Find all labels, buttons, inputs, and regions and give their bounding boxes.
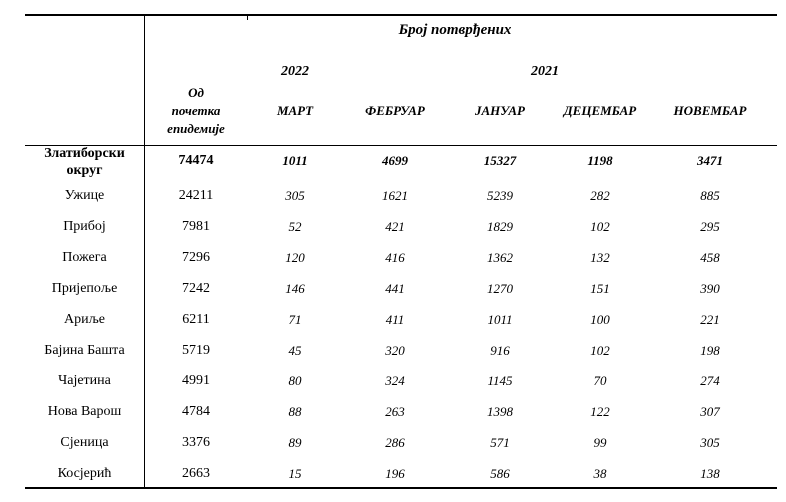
municipality-februar: 1621: [382, 188, 408, 203]
municipality-decembar: 102: [590, 343, 610, 358]
municipality-name: Косјерић: [57, 466, 112, 481]
municipality-januar: 571: [490, 435, 510, 450]
district-decembar: 1198: [587, 153, 613, 168]
municipality-name: Прибој: [63, 219, 106, 234]
district-novembar: 3471: [697, 153, 723, 168]
municipality-decembar: 70: [593, 373, 607, 388]
district-januar: 15327: [483, 153, 517, 168]
municipality-decembar: 122: [590, 404, 610, 419]
month-header-januar: ЈАНУАР: [475, 103, 525, 118]
month-header-februar: ФЕБРУАР: [365, 103, 425, 118]
table-top-rule: [25, 14, 777, 16]
municipality-novembar: 885: [700, 188, 720, 203]
district-total: 74474: [178, 153, 214, 168]
municipality-novembar: 295: [700, 219, 720, 234]
municipality-novembar: 307: [700, 404, 720, 419]
municipality-mart: 146: [285, 281, 305, 296]
municipality-mart: 71: [288, 312, 302, 327]
municipality-februar: 263: [385, 404, 405, 419]
statistics-table: [25, 14, 777, 490]
municipality-februar: 441: [385, 281, 405, 296]
municipality-februar: 421: [385, 219, 405, 234]
municipality-total: 24211: [178, 188, 214, 203]
municipality-mart: 15: [288, 466, 302, 481]
confirmed-cases-heading: Број потврђених: [398, 22, 512, 38]
municipality-total: 7242: [182, 281, 210, 296]
municipality-februar: 411: [385, 312, 405, 327]
municipality-januar: 1829: [487, 219, 513, 234]
municipality-novembar: 390: [700, 281, 720, 296]
municipality-total: 3376: [182, 435, 210, 450]
district-name-line-1: Златиборски: [44, 146, 125, 161]
municipality-januar: 1145: [487, 373, 513, 388]
municipality-name: Пожега: [62, 250, 107, 265]
municipality-decembar: 99: [593, 435, 607, 450]
municipality-total: 2663: [182, 466, 210, 481]
municipality-mart: 80: [288, 373, 302, 388]
municipality-total: 4784: [182, 404, 210, 419]
municipality-decembar: 151: [590, 281, 610, 296]
municipality-name: Пријепоље: [51, 281, 118, 296]
month-header-decembar: ДЕЦЕМБАР: [563, 103, 637, 118]
since-start-line-1: Од: [188, 85, 204, 100]
municipality-februar: 324: [385, 373, 405, 388]
municipality-mart: 45: [288, 343, 302, 358]
municipality-name: Бајина Башта: [44, 343, 125, 358]
municipality-total: 5719: [182, 343, 210, 358]
municipality-februar: 320: [385, 343, 405, 358]
municipality-novembar: 221: [700, 312, 720, 327]
municipality-januar: 1398: [487, 404, 513, 419]
municipality-total: 6211: [182, 312, 210, 327]
municipality-januar: 916: [490, 343, 510, 358]
municipality-name: Ариље: [64, 312, 105, 327]
municipality-januar: 586: [490, 466, 510, 481]
since-start-line-3: епидемије: [167, 121, 225, 136]
municipality-novembar: 138: [700, 466, 720, 481]
month-header-mart: МАРТ: [276, 103, 314, 118]
municipality-name: Чајетина: [58, 373, 111, 388]
municipality-januar: 1270: [487, 281, 513, 296]
municipality-decembar: 132: [590, 250, 610, 265]
municipality-decembar: 282: [590, 188, 610, 203]
municipality-decembar: 102: [590, 219, 610, 234]
table-header-tick: [247, 14, 248, 20]
municipality-mart: 88: [288, 404, 302, 419]
municipality-total: 4991: [182, 373, 210, 388]
municipality-total: 7296: [182, 250, 210, 265]
year-2021-heading: 2021: [531, 64, 559, 79]
district-februar: 4699: [382, 153, 408, 168]
municipality-februar: 196: [385, 466, 405, 481]
municipality-februar: 286: [385, 435, 405, 450]
municipality-novembar: 198: [700, 343, 720, 358]
municipality-mart: 120: [285, 250, 305, 265]
month-header-novembar: НОВЕМБАР: [673, 103, 747, 118]
municipality-novembar: 458: [700, 250, 720, 265]
municipality-name: Ужице: [64, 188, 105, 203]
since-start-line-2: почетка: [171, 103, 221, 118]
district-name-line-2: округ: [66, 163, 103, 178]
municipality-decembar: 100: [590, 312, 610, 327]
municipality-total: 7981: [182, 219, 210, 234]
municipality-novembar: 305: [700, 435, 720, 450]
municipality-mart: 89: [288, 435, 302, 450]
municipality-januar: 1362: [487, 250, 513, 265]
year-2022-heading: 2022: [281, 64, 309, 79]
municipality-name: Сјеница: [60, 435, 109, 450]
municipality-februar: 416: [385, 250, 405, 265]
municipality-mart: 305: [285, 188, 305, 203]
municipality-januar: 5239: [487, 188, 513, 203]
district-mart: 1011: [282, 153, 308, 168]
municipality-januar: 1011: [487, 312, 513, 327]
municipality-name: Нова Варош: [47, 404, 122, 419]
municipality-decembar: 38: [593, 466, 607, 481]
municipality-mart: 52: [288, 219, 302, 234]
municipality-novembar: 274: [700, 373, 720, 388]
table-bottom-rule: [25, 487, 777, 489]
